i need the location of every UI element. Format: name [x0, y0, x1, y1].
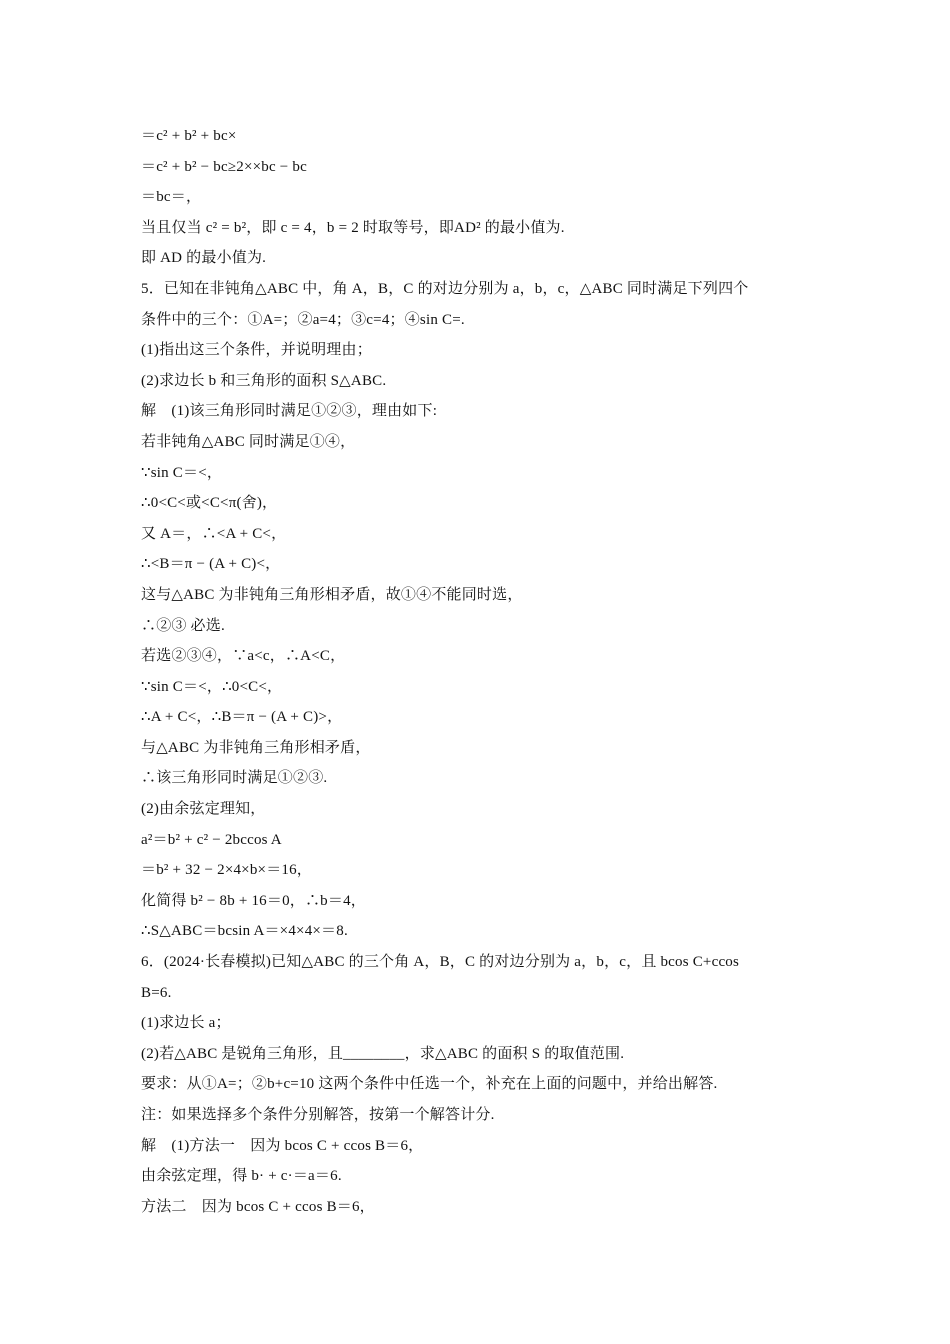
problem-5-line: 条件中的三个：①A=；②a=4；③c=4；④sin C=.: [141, 311, 465, 328]
problem-6-part-1: (1)求边长 a；: [141, 1015, 231, 1032]
problem-5-line: 5．已知在非钝角△ABC 中，角 A，B，C 的对边分别为 a，b，c，△ABC 同时满足下列四个: [141, 280, 749, 297]
problem-5-part-2: (2)求边长 b 和三角形的面积 S△ABC.: [141, 372, 387, 389]
problem-5-part-1: (1)指出这三个条件，并说明理由；: [141, 342, 372, 359]
problem-6-line: 6．(2024·长春模拟)已知△ABC 的三个角 A，B，C 的对边分别为 a，b，c，且 bcos C+ccos: [141, 954, 740, 971]
solution-line: a²＝b² + c² − 2bccos A: [141, 831, 282, 848]
solution-line: 与△ABC 为非钝角三角形相矛盾，: [141, 739, 371, 756]
solution-line: 这与△ABC 为非钝角三角形相矛盾，故①④不能同时选，: [141, 586, 523, 603]
solution-line: ＝b² + 32 − 2×4×b×＝16，: [141, 862, 312, 879]
solution-line: ∵sin C＝<，∴0<C<，: [141, 678, 283, 695]
solution-line: ∴<B＝π − (A + C)<，: [141, 556, 281, 573]
problem-6-part-2: (2)若△ABC 是锐角三角形，且________，求△ABC 的面积 S 的取值范围.: [141, 1045, 625, 1062]
solution-line: ∴0<C<或<C<π(舍)，: [141, 495, 278, 512]
text-line: 即 AD 的最小值为.: [141, 250, 267, 267]
text-line: 当且仅当 c² = b²，即 c = 4，b = 2 时取等号，即AD² 的最小值为.: [141, 219, 565, 236]
solution-line: 解 (1)该三角形同时满足①②③，理由如下:: [141, 403, 438, 420]
text-line: ＝bc＝，: [141, 189, 202, 206]
solution-line: (2)由余弦定理知，: [141, 801, 266, 818]
solution-line: ∴②③ 必选.: [141, 617, 225, 634]
solution-line: 若非钝角△ABC 同时满足①④，: [141, 433, 356, 450]
problem-6-line: B=6.: [141, 984, 172, 1001]
solution-line: ∴A + C<，∴B＝π − (A + C)>，: [141, 709, 343, 726]
solution-line: 方法二 因为 bcos C + ccos B＝6，: [141, 1198, 375, 1215]
text-line: ＝c² + b² + bc×: [141, 128, 237, 144]
problem-6-note: 注：如果选择多个条件分别解答，按第一个解答计分.: [141, 1107, 495, 1123]
solution-line: 若选②③④，∵a<c，∴A<C，: [141, 648, 346, 665]
solution-text: [141, 121, 821, 1222]
solution-line: 解 (1)方法一 因为 bcos C + ccos B＝6，: [141, 1137, 424, 1154]
problem-6-requirement: 要求：从①A=；②b+c=10 这两个条件中任选一个，补充在上面的问题中，并给出解答.: [141, 1076, 718, 1093]
solution-line: ∴该三角形同时满足①②③.: [141, 770, 328, 787]
solution-line: 化简得 b² − 8b + 16＝0，∴b＝4，: [141, 892, 366, 909]
solution-line: ∴S△ABC＝bcsin A＝×4×4×＝8.: [141, 923, 348, 940]
solution-line: 又 A＝，∴<A + C<，: [141, 525, 287, 542]
text-line: ＝c² + b² − bc≥2××bc − bc: [141, 158, 307, 175]
solution-line: 由余弦定理，得 b· + c·＝a＝6.: [141, 1168, 342, 1185]
solution-line: ∵sin C＝<，: [141, 464, 223, 481]
